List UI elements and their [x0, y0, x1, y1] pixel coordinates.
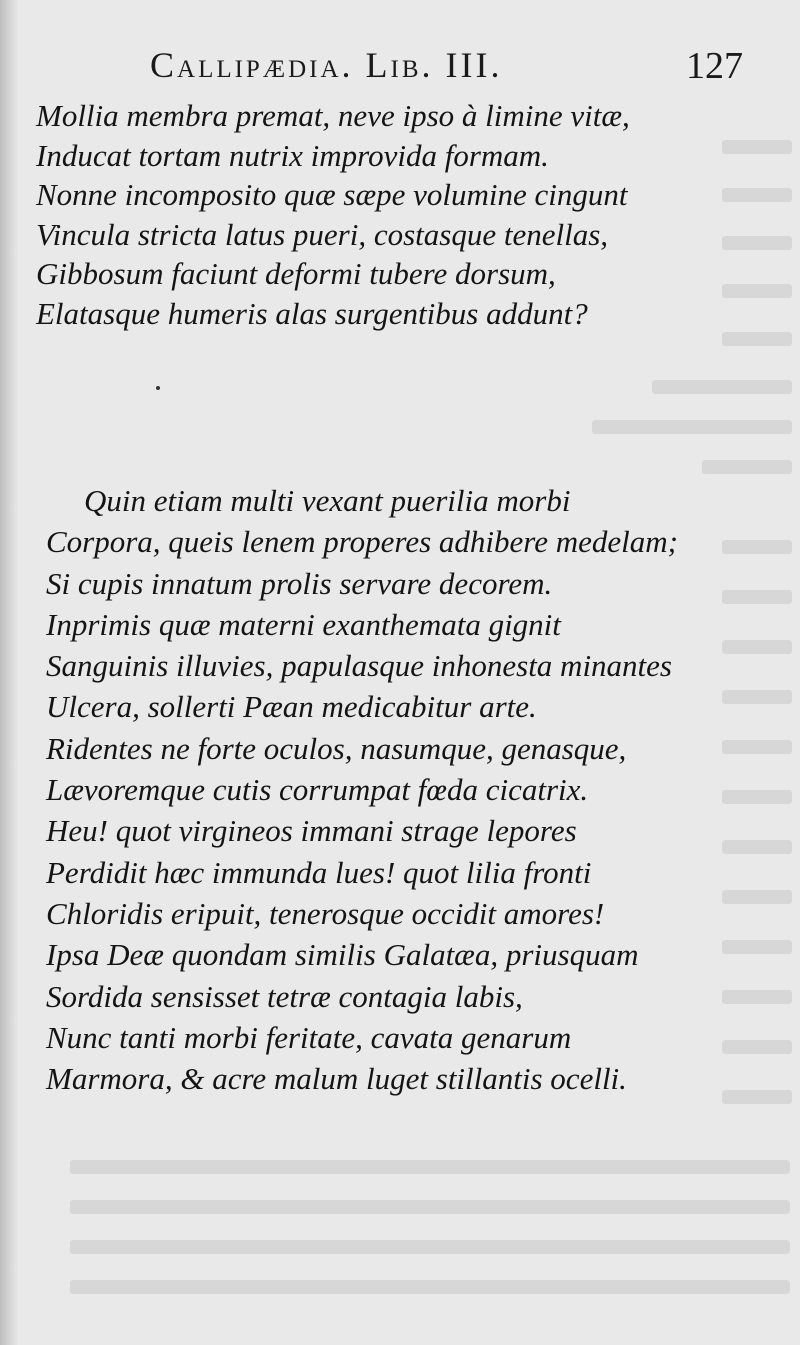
verse-line: Mollia membra premat, neve ipso à limine vitæ, [36, 98, 630, 133]
verse-line: Gibbosum faciunt deformi tubere dorsum, [36, 256, 556, 291]
verse-line: Corpora, queis lenem properes adhibere medelam; [46, 524, 678, 560]
verse-line: Ipsa Deæ quondam similis Galatæa, priusquam [46, 937, 639, 973]
verse-line: Perdidit hæc immunda lues! quot lilia fronti [46, 854, 592, 890]
verse-stanza-2 [0, 480, 800, 1099]
verse-line: Chloridis eripuit, tenerosque occidit amores! [46, 895, 605, 931]
verse-line: Elatasque humeris alas surgentibus addunt? [36, 295, 588, 331]
page-header [0, 44, 800, 94]
verse-line: Ulcera, sollerti Pæan medicabitur arte. [46, 689, 537, 725]
verse-line: Nonne incomposito quæ sæpe volumine cingunt [36, 177, 628, 212]
running-title: Callipædia. Lib. III. [150, 45, 503, 85]
verse-line: Marmora, & acre malum luget stillantis ocelli. [46, 1061, 627, 1097]
verse-line: Inducat tortam nutrix improvida formam. [36, 137, 549, 173]
ink-speck [156, 386, 160, 390]
verse-line: Vincula stricta latus pueri, costasque tenellas, [36, 216, 609, 252]
verse-line: Lævoremque cutis corrumpat fœda cicatrix. [46, 772, 589, 808]
verse-line: Sanguinis illuvies, papulasque inhonesta minantes [46, 648, 672, 684]
verse-stanza-1 [0, 96, 800, 333]
verse-line: Ridentes ne forte oculos, nasumque, genasque, [46, 730, 627, 766]
verse-line: Quin etiam multi vexant puerilia morbi [84, 483, 571, 518]
verse-line: Sordida sensisset tetræ contagia labis, [46, 978, 523, 1014]
verse-line: Nunc tanti morbi feritate, cavata genarum [46, 1019, 572, 1055]
verse-line: Si cupis innatum prolis servare decorem. [46, 565, 553, 601]
verse-line: Heu! quot virgineos immani strage lepores [46, 813, 577, 849]
page-number: 127 [686, 45, 743, 87]
verse-line: Inprimis quæ materni exanthemata gignit [46, 606, 561, 642]
